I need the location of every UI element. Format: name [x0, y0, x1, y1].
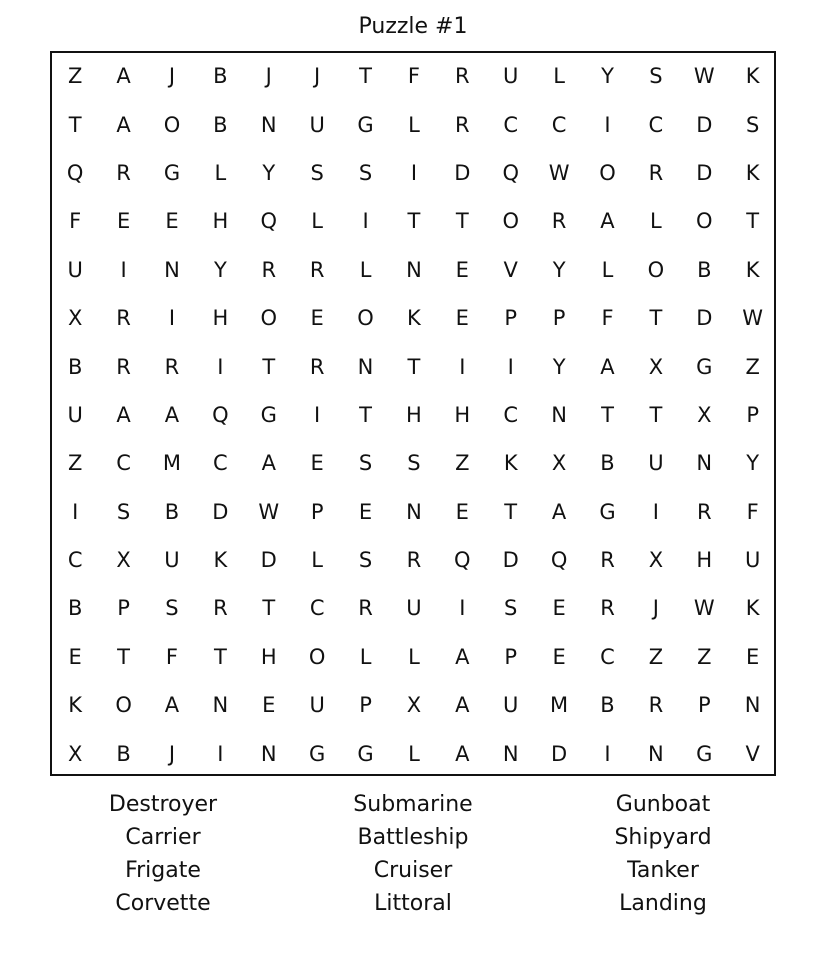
grid-cell[interactable]: N [406, 257, 422, 282]
grid-cell[interactable]: T [407, 354, 421, 379]
grid-cell[interactable]: I [459, 354, 466, 379]
grid-cell[interactable]: I [217, 741, 224, 766]
grid-cell[interactable]: D [502, 548, 519, 573]
grid-cell[interactable]: U [503, 693, 519, 718]
grid-cell[interactable]: N [212, 693, 229, 718]
grid-cell[interactable]: C [116, 451, 131, 476]
grid-cell[interactable]: I [72, 499, 79, 524]
grid-cell[interactable]: F [407, 64, 420, 89]
grid-cell[interactable]: X [68, 306, 83, 331]
grid-cell[interactable]: Z [455, 451, 470, 476]
grid-cell[interactable]: S [504, 596, 518, 621]
grid-cell[interactable]: B [600, 451, 615, 476]
grid-cell[interactable]: U [406, 596, 422, 621]
grid-cell[interactable]: B [67, 596, 83, 621]
grid-cell[interactable]: H [212, 209, 229, 234]
grid-cell[interactable]: R [648, 693, 664, 718]
grid-cell[interactable]: H [454, 402, 471, 427]
grid-cell[interactable]: B [213, 64, 228, 89]
grid-cell[interactable]: O [647, 257, 665, 282]
grid-cell[interactable]: W [693, 64, 715, 89]
grid-cell[interactable]: L [553, 64, 565, 89]
grid-cell[interactable]: K [745, 160, 760, 185]
word-list-column [303, 788, 523, 920]
grid-cell[interactable]: L [214, 160, 227, 185]
grid-cell[interactable]: T [601, 402, 614, 427]
grid-cell[interactable]: L [359, 257, 372, 282]
grid-cell[interactable]: J [265, 64, 272, 89]
grid-cell[interactable]: I [410, 160, 418, 185]
grid-cell[interactable]: E [552, 644, 566, 669]
grid-cell[interactable]: E [746, 644, 760, 669]
grid-cell[interactable]: I [459, 596, 466, 621]
grid-cell[interactable]: E [310, 306, 324, 331]
grid-cell[interactable]: H [696, 548, 713, 573]
grid-cell[interactable]: Y [213, 257, 227, 282]
grid-cell[interactable]: M [162, 451, 182, 476]
grid-cell[interactable]: E [262, 693, 276, 718]
grid-cell[interactable]: R [116, 160, 131, 185]
grid-cell[interactable]: J [652, 596, 659, 621]
word-list-item: Cruiser [373, 858, 453, 883]
grid-cell[interactable]: E [552, 596, 566, 621]
grid-cell[interactable]: U [67, 257, 83, 282]
grid-cell[interactable]: R [600, 548, 615, 573]
grid-cell[interactable]: X [648, 354, 664, 379]
grid-cell[interactable]: J [168, 64, 176, 89]
grid-cell[interactable]: P [697, 693, 711, 718]
grid-cell[interactable]: T [117, 644, 130, 669]
grid-cell[interactable]: K [503, 451, 518, 476]
grid-cell[interactable]: O [163, 112, 181, 137]
grid-cell[interactable]: I [604, 741, 611, 766]
grid-cell[interactable]: A [455, 693, 470, 718]
grid-cell[interactable]: C [309, 596, 325, 621]
grid-cell[interactable]: Q [550, 548, 568, 573]
word-list-item: Submarine [353, 792, 473, 817]
grid-cell[interactable]: P [504, 644, 518, 669]
grid-cell[interactable]: X [406, 693, 422, 718]
word-list-item: Frigate [125, 858, 201, 883]
grid-cell[interactable]: E [165, 209, 179, 234]
grid-cell[interactable]: E [68, 644, 82, 669]
grid-cell[interactable]: T [262, 354, 276, 379]
grid-cell[interactable]: A [116, 112, 131, 137]
grid-cell[interactable]: G [163, 160, 181, 185]
grid-cell[interactable]: A [261, 451, 276, 476]
grid-cell[interactable]: V [503, 257, 518, 282]
grid-cell[interactable]: K [745, 64, 760, 89]
word-list-item: Gunboat [615, 792, 711, 817]
grid-cell[interactable]: I [120, 257, 127, 282]
grid-cell[interactable]: E [116, 209, 131, 234]
grid-cell[interactable]: O [260, 306, 278, 331]
grid-cell[interactable]: R [358, 596, 373, 621]
grid-cell[interactable]: A [116, 64, 131, 89]
grid-cell[interactable]: N [357, 354, 374, 379]
grid-cell[interactable]: B [164, 499, 180, 524]
grid-cell[interactable]: X [68, 741, 83, 766]
grid-cell[interactable]: E [455, 499, 469, 524]
grid-cell[interactable]: T [649, 306, 663, 331]
grid-cell[interactable]: O [115, 693, 132, 718]
grid-cell[interactable]: T [455, 209, 469, 234]
grid-cell[interactable]: R [696, 499, 712, 524]
grid-cell[interactable]: E [455, 306, 469, 331]
grid-cell[interactable]: K [745, 596, 760, 621]
grid-cell[interactable]: S [358, 160, 373, 185]
grid-cell[interactable]: R [648, 160, 664, 185]
grid-cell[interactable]: D [696, 160, 713, 185]
word-list-item: Corvette [115, 891, 211, 916]
grid-cell[interactable]: E [310, 451, 324, 476]
grid-cell[interactable]: C [503, 112, 519, 137]
grid-cell[interactable]: P [504, 306, 518, 331]
grid-cell[interactable]: O [696, 209, 713, 234]
word-list-item: Carrier [125, 825, 201, 850]
grid-cell[interactable]: J [314, 64, 321, 89]
grid-cell[interactable]: X [116, 548, 131, 573]
grid-cell[interactable]: I [314, 402, 321, 427]
grid-cell[interactable]: P [310, 499, 324, 524]
grid-cell[interactable]: K [213, 548, 228, 573]
grid-cell[interactable]: A [455, 741, 470, 766]
grid-cell[interactable]: S [165, 596, 179, 621]
grid-cell[interactable]: T [407, 209, 421, 234]
grid-cell[interactable]: N [502, 741, 519, 766]
grid-cell[interactable]: R [261, 257, 277, 282]
grid-cell[interactable]: P [746, 402, 759, 427]
grid-cell[interactable]: E [455, 257, 469, 282]
grid-cell[interactable]: W [548, 160, 570, 185]
grid-cell[interactable]: U [67, 402, 83, 427]
grid-cell[interactable]: Z [68, 451, 83, 476]
grid-cell[interactable]: H [406, 402, 422, 427]
grid-cell[interactable]: S [310, 160, 324, 185]
grid-cell[interactable]: D [212, 499, 229, 524]
grid-cell[interactable]: R [600, 596, 615, 621]
grid-cell[interactable]: L [311, 548, 323, 573]
grid-cell[interactable]: C [551, 112, 567, 137]
grid-cell[interactable]: Z [68, 64, 83, 89]
grid-cell[interactable]: N [744, 693, 761, 718]
grid-cell[interactable]: B [67, 354, 83, 379]
grid-cell[interactable]: R [455, 64, 470, 89]
grid-cell[interactable]: S [745, 112, 760, 137]
grid-cell[interactable]: T [213, 644, 227, 669]
grid-cell[interactable]: L [408, 112, 420, 137]
grid-cell[interactable]: P [552, 306, 566, 331]
grid-cell[interactable]: A [164, 402, 180, 427]
grid-cell[interactable]: U [309, 693, 325, 718]
grid-cell[interactable]: A [600, 209, 615, 234]
grid-cell[interactable]: I [604, 112, 611, 137]
grid-cell[interactable]: T [649, 402, 663, 427]
grid-cell[interactable]: U [164, 548, 180, 573]
grid-cell[interactable]: I [168, 306, 176, 331]
grid-cell[interactable]: O [599, 160, 616, 185]
grid-cell[interactable]: U [309, 112, 325, 137]
grid-cell[interactable]: L [650, 209, 662, 234]
grid-cell[interactable]: R [551, 209, 567, 234]
grid-cell[interactable]: P [117, 596, 130, 621]
grid-cell[interactable]: L [408, 644, 420, 669]
grid-cell[interactable]: N [551, 402, 567, 427]
word-list-item: Shipyard [614, 825, 712, 850]
grid-cell[interactable]: Y [552, 257, 566, 282]
grid-cell[interactable]: S [358, 451, 373, 476]
grid-cell[interactable]: U [503, 64, 519, 89]
grid-cell[interactable]: D [551, 741, 568, 766]
word-list-item: Landing [619, 891, 707, 916]
grid-cell[interactable]: N [164, 257, 180, 282]
grid-cell[interactable]: T [359, 402, 372, 427]
grid-cell[interactable]: O [308, 644, 326, 669]
grid-cell[interactable]: G [357, 741, 374, 766]
grid-cell[interactable]: O [502, 209, 519, 234]
grid-cell[interactable]: C [600, 644, 615, 669]
grid-cell[interactable]: D [696, 306, 713, 331]
grid-cell[interactable]: G [260, 402, 277, 427]
grid-cell[interactable]: X [697, 402, 712, 427]
grid-cell[interactable]: S [358, 548, 373, 573]
grid-cell[interactable]: A [116, 402, 131, 427]
grid-cell[interactable]: L [311, 209, 323, 234]
grid-cell[interactable]: C [213, 451, 228, 476]
puzzle-title: Puzzle #1 [358, 14, 468, 39]
grid-cell[interactable]: S [407, 451, 421, 476]
grid-cell[interactable]: L [408, 741, 420, 766]
grid-cell[interactable]: T [746, 209, 760, 234]
grid-cell[interactable]: V [745, 741, 760, 766]
grid-cell[interactable]: A [551, 499, 567, 524]
grid-cell[interactable]: C [503, 402, 519, 427]
grid-cell[interactable]: R [406, 548, 422, 573]
word-list-column [53, 788, 273, 920]
grid-cell[interactable]: K [68, 693, 83, 718]
grid-cell[interactable]: Q [260, 209, 278, 234]
grid-cell[interactable]: Q [66, 160, 84, 185]
grid-cell[interactable]: G [599, 499, 616, 524]
grid-cell[interactable]: N [260, 112, 277, 137]
grid-cell[interactable]: H [212, 306, 229, 331]
grid-cell[interactable]: N [648, 741, 664, 766]
grid-cell[interactable]: Y [746, 451, 760, 476]
letter-grid [51, 52, 777, 778]
grid-cell[interactable]: D [454, 160, 471, 185]
grid-cell[interactable]: I [507, 354, 514, 379]
grid-cell[interactable]: Q [212, 402, 229, 427]
grid-cell[interactable]: O [357, 306, 374, 331]
grid-cell[interactable]: Y [601, 64, 614, 89]
grid-cell[interactable]: G [696, 354, 713, 379]
grid-cell[interactable]: A [600, 354, 615, 379]
grid-cell[interactable]: C [67, 548, 83, 573]
grid-cell[interactable]: L [359, 644, 372, 669]
grid-cell[interactable]: T [68, 112, 82, 137]
grid-cell[interactable]: J [168, 741, 176, 766]
grid-cell[interactable]: N [696, 451, 713, 476]
grid-cell[interactable]: G [309, 741, 326, 766]
grid-cell[interactable]: M [550, 693, 569, 718]
grid-cell[interactable]: U [648, 451, 664, 476]
grid-cell[interactable]: H [260, 644, 277, 669]
grid-cell[interactable]: X [551, 451, 567, 476]
grid-cell[interactable]: Y [552, 354, 566, 379]
grid-cell[interactable]: K [407, 306, 421, 331]
grid-cell[interactable]: Z [697, 644, 712, 669]
grid-cell[interactable]: T [262, 596, 276, 621]
grid-cell[interactable]: C [648, 112, 664, 137]
grid-cell[interactable]: B [213, 112, 228, 137]
grid-cell[interactable]: D [696, 112, 713, 137]
grid-cell[interactable]: R [116, 354, 131, 379]
grid-cell[interactable]: F [746, 499, 759, 524]
grid-cell[interactable]: D [260, 548, 277, 573]
grid-cell[interactable]: T [504, 499, 518, 524]
grid-cell[interactable]: S [649, 64, 663, 89]
word-list-item: Littoral [374, 891, 452, 916]
grid-cell[interactable]: W [258, 499, 280, 524]
grid-cell[interactable]: I [217, 354, 224, 379]
word-list-item: Battleship [357, 825, 469, 850]
grid-cell[interactable]: Z [745, 354, 760, 379]
grid-cell[interactable]: G [696, 741, 713, 766]
grid-cell[interactable]: S [116, 499, 131, 524]
grid-cell[interactable]: W [693, 596, 715, 621]
grid-cell[interactable]: B [116, 741, 131, 766]
grid-cell[interactable]: E [358, 499, 373, 524]
word-list-item: Tanker [627, 858, 699, 883]
grid-cell[interactable]: N [260, 741, 277, 766]
grid-cell[interactable]: L [601, 257, 614, 282]
grid-cell[interactable]: I [652, 499, 659, 524]
grid-cell[interactable]: Q [454, 548, 471, 573]
grid-cell[interactable]: U [744, 548, 761, 573]
grid-cell[interactable]: Q [502, 160, 519, 185]
grid-cell[interactable]: T [359, 64, 372, 89]
grid-cell[interactable]: Z [648, 644, 664, 669]
grid-cell[interactable]: F [69, 209, 82, 234]
grid-cell[interactable]: K [745, 257, 760, 282]
grid-cell[interactable]: R [164, 354, 180, 379]
grid-cell[interactable]: N [406, 499, 422, 524]
grid-cell[interactable]: B [600, 693, 615, 718]
grid-cell[interactable]: F [601, 306, 614, 331]
grid-cell[interactable]: Y [262, 160, 276, 185]
grid-cell[interactable]: R [309, 257, 325, 282]
word-list-column [553, 788, 773, 920]
grid-cell[interactable]: R [455, 112, 470, 137]
grid-cell[interactable]: G [357, 112, 374, 137]
word-list-item: Destroyer [108, 792, 218, 817]
grid-cell[interactable]: W [742, 306, 764, 331]
grid-cell[interactable]: F [165, 644, 179, 669]
grid-cell[interactable]: R [116, 306, 131, 331]
grid-cell[interactable]: P [359, 693, 372, 718]
grid-cell[interactable]: R [309, 354, 325, 379]
grid-cell[interactable]: R [213, 596, 228, 621]
grid-cell[interactable]: I [362, 209, 369, 234]
grid-cell[interactable]: B [697, 257, 712, 282]
grid-cell[interactable]: A [164, 693, 180, 718]
grid-cell[interactable]: A [455, 644, 470, 669]
grid-cell[interactable]: X [648, 548, 664, 573]
word-list [0, 788, 818, 928]
